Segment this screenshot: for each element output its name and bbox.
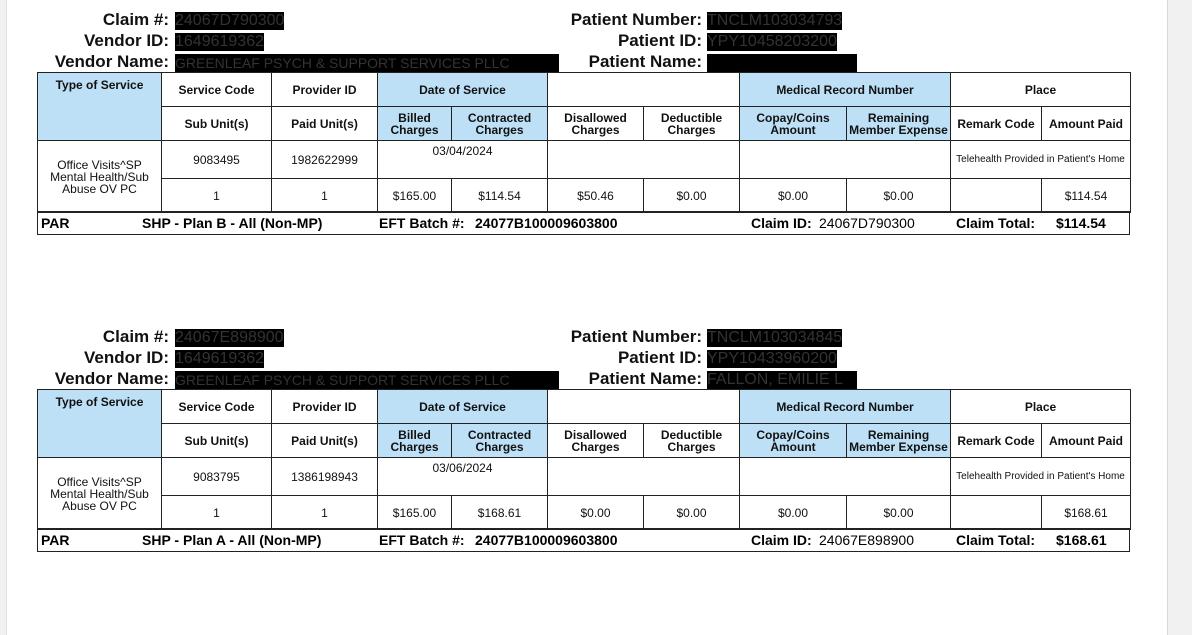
patient-name-label: Patient Name: bbox=[588, 369, 702, 388]
sub-units-value: 1 bbox=[162, 179, 272, 213]
service-code-value: 9083795 bbox=[162, 458, 272, 496]
claim-number-value: 24067D790300 bbox=[175, 12, 285, 29]
eft-batch-label: EFT Batch #: bbox=[379, 215, 465, 231]
billed-charges-header: Billed Charges bbox=[378, 107, 452, 141]
remaining-member-expense-header: Remaining Member Expense bbox=[847, 107, 951, 141]
patient-number-value: TNCLM103034845 bbox=[707, 329, 843, 346]
eft-batch-value: 24077B100009603800 bbox=[475, 215, 618, 231]
amount-paid-header: Amount Paid bbox=[1042, 424, 1131, 458]
eft-batch-label: EFT Batch #: bbox=[379, 532, 465, 548]
place-value: Telehealth Provided in Patient's Home bbox=[951, 458, 1131, 496]
vendor-id-value: 1649619362 bbox=[175, 33, 264, 50]
disallowed-charges-header: Disallowed Charges bbox=[548, 424, 644, 458]
remaining-member-expense-header: Remaining Member Expense bbox=[847, 424, 951, 458]
date-of-service-value: 03/06/2024 bbox=[378, 458, 548, 496]
patient-id-label: Patient ID: bbox=[617, 348, 702, 367]
claim-total-label: Claim Total: bbox=[956, 215, 1036, 231]
type-of-service-value: Office Visits^SP Mental Health/Sub Abuse OV PC bbox=[38, 141, 162, 213]
date-of-service-header: Date of Service bbox=[378, 390, 548, 424]
provider-id-value: 1982622999 bbox=[272, 141, 378, 179]
vendor-id-label: Vendor ID: bbox=[83, 348, 169, 367]
deductible-charges-value: $0.00 bbox=[644, 496, 740, 530]
claim-id-value: 24067E898900 bbox=[819, 532, 914, 548]
place-header: Place bbox=[951, 73, 1131, 107]
par-status: PAR bbox=[41, 532, 70, 548]
patient-id-value: YPY10458203200 bbox=[707, 33, 837, 50]
claim-footer bbox=[37, 528, 1130, 552]
contracted-charges-header: Contracted Charges bbox=[452, 424, 548, 458]
remark-code-header: Remark Code bbox=[951, 107, 1042, 141]
claim-total-label: Claim Total: bbox=[956, 532, 1036, 548]
provider-id-header: Provider ID bbox=[272, 73, 378, 107]
claim-id-label: Claim ID: bbox=[751, 215, 812, 231]
contracted-charges-value: $168.61 bbox=[452, 496, 548, 530]
remaining-member-expense-value: $0.00 bbox=[847, 179, 951, 213]
claim-total-value: $168.61 bbox=[1056, 532, 1107, 548]
paid-units-header: Paid Unit(s) bbox=[272, 424, 378, 458]
vendor-id-value: 1649619362 bbox=[175, 350, 264, 367]
billed-charges-value: $165.00 bbox=[378, 179, 452, 213]
vendor-name-label: Vendor Name: bbox=[54, 52, 169, 71]
empty-cell bbox=[548, 141, 740, 179]
provider-id-header: Provider ID bbox=[272, 390, 378, 424]
document-page bbox=[6, 0, 1168, 635]
type-of-service-value: Office Visits^SP Mental Health/Sub Abuse OV PC bbox=[38, 458, 162, 530]
claim-number-label: Claim #: bbox=[102, 10, 169, 29]
claim-table bbox=[37, 389, 1131, 530]
patient-name-value bbox=[707, 54, 857, 72]
amount-paid-header: Amount Paid bbox=[1042, 107, 1131, 141]
paid-units-value: 1 bbox=[272, 496, 378, 530]
vendor-name-value: GREENLEAF PSYCH & SUPPORT SERVICES PLLC bbox=[175, 54, 559, 72]
remark-code-header: Remark Code bbox=[951, 424, 1042, 458]
copay-coins-value: $0.00 bbox=[740, 496, 847, 530]
patient-id-label: Patient ID: bbox=[617, 31, 702, 50]
sub-units-value: 1 bbox=[162, 496, 272, 530]
plan-name: SHP - Plan B - All (Non-MP) bbox=[142, 215, 323, 231]
type-of-service-header: Type of Service bbox=[38, 390, 162, 458]
sub-units-header: Sub Unit(s) bbox=[162, 424, 272, 458]
date-of-service-header: Date of Service bbox=[378, 73, 548, 107]
copay-coins-header: Copay/Coins Amount bbox=[740, 107, 847, 141]
par-status: PAR bbox=[41, 215, 70, 231]
claim-number-label: Claim #: bbox=[102, 327, 169, 346]
vendor-name-value: GREENLEAF PSYCH & SUPPORT SERVICES PLLC bbox=[175, 371, 559, 389]
billed-charges-value: $165.00 bbox=[378, 496, 452, 530]
vendor-name-label: Vendor Name: bbox=[54, 369, 169, 388]
patient-number-label: Patient Number: bbox=[570, 10, 702, 29]
patient-number-label: Patient Number: bbox=[570, 327, 702, 346]
sub-units-header: Sub Unit(s) bbox=[162, 107, 272, 141]
service-code-header: Service Code bbox=[162, 73, 272, 107]
service-code-value: 9083495 bbox=[162, 141, 272, 179]
medical-record-number-value bbox=[740, 141, 951, 179]
patient-id-value: YPY10433960200 bbox=[707, 350, 837, 367]
plan-name: SHP - Plan A - All (Non-MP) bbox=[142, 532, 322, 548]
empty-cell bbox=[548, 458, 740, 496]
remark-code-value bbox=[951, 496, 1042, 530]
paid-units-header: Paid Unit(s) bbox=[272, 107, 378, 141]
empty-header-cell bbox=[548, 390, 740, 424]
deductible-charges-value: $0.00 bbox=[644, 179, 740, 213]
claim-table bbox=[37, 72, 1131, 213]
claim-id-value: 24067D790300 bbox=[819, 215, 915, 231]
patient-number-value: TNCLM103034793 bbox=[707, 12, 843, 29]
place-value: Telehealth Provided in Patient's Home bbox=[951, 141, 1131, 179]
claim-footer bbox=[37, 211, 1130, 235]
date-of-service-value: 03/04/2024 bbox=[378, 141, 548, 179]
amount-paid-value: $114.54 bbox=[1042, 179, 1131, 213]
copay-coins-header: Copay/Coins Amount bbox=[740, 424, 847, 458]
empty-header-cell bbox=[548, 73, 740, 107]
amount-paid-value: $168.61 bbox=[1042, 496, 1131, 530]
type-of-service-header: Type of Service bbox=[38, 73, 162, 141]
copay-coins-value: $0.00 bbox=[740, 179, 847, 213]
patient-name-value: FALLON, EMILIE L bbox=[707, 371, 857, 389]
medical-record-number-header: Medical Record Number bbox=[740, 390, 951, 424]
claim-total-value: $114.54 bbox=[1056, 215, 1106, 231]
patient-name-label: Patient Name: bbox=[588, 52, 702, 71]
contracted-charges-header: Contracted Charges bbox=[452, 107, 548, 141]
place-header: Place bbox=[951, 390, 1131, 424]
billed-charges-header: Billed Charges bbox=[378, 424, 452, 458]
service-code-header: Service Code bbox=[162, 390, 272, 424]
disallowed-charges-header: Disallowed Charges bbox=[548, 107, 644, 141]
claim-number-value: 24067E898900 bbox=[175, 329, 284, 346]
deductible-charges-header: Deductible Charges bbox=[644, 107, 740, 141]
remark-code-value bbox=[951, 179, 1042, 213]
vendor-id-label: Vendor ID: bbox=[83, 31, 169, 50]
provider-id-value: 1386198943 bbox=[272, 458, 378, 496]
claim-id-label: Claim ID: bbox=[751, 532, 812, 548]
paid-units-value: 1 bbox=[272, 179, 378, 213]
medical-record-number-header: Medical Record Number bbox=[740, 73, 951, 107]
eft-batch-value: 24077B100009603800 bbox=[475, 532, 618, 548]
disallowed-charges-value: $0.00 bbox=[548, 496, 644, 530]
medical-record-number-value bbox=[740, 458, 951, 496]
remaining-member-expense-value: $0.00 bbox=[847, 496, 951, 530]
deductible-charges-header: Deductible Charges bbox=[644, 424, 740, 458]
disallowed-charges-value: $50.46 bbox=[548, 179, 644, 213]
contracted-charges-value: $114.54 bbox=[452, 179, 548, 213]
